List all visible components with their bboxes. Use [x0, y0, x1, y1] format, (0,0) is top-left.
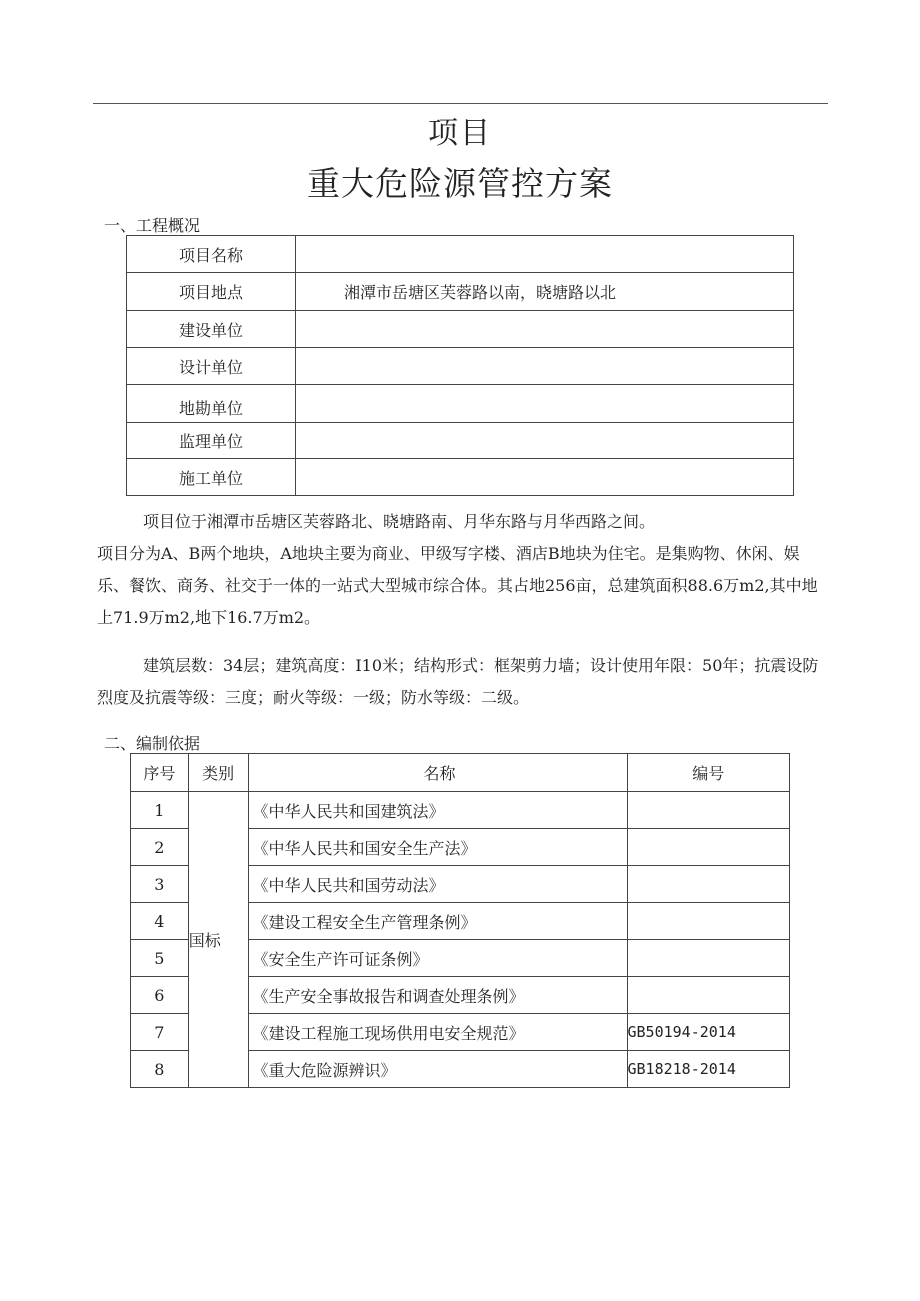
- row-name: 《重大危险源辨识》: [248, 1051, 627, 1088]
- section-heading-overview: 一、工程概况: [104, 216, 201, 235]
- row-label: 建设单位: [127, 311, 296, 348]
- row-code: [627, 940, 790, 977]
- row-value: [296, 385, 794, 423]
- row-code: [627, 792, 790, 829]
- category-cell: 国标: [188, 792, 248, 1088]
- row-name: 《建设工程施工现场供用电安全规范》: [248, 1014, 627, 1051]
- row-label: 施工单位: [127, 459, 296, 496]
- row-no: 1: [131, 792, 189, 829]
- row-no: 5: [131, 940, 189, 977]
- header-rule: [93, 103, 828, 104]
- paragraph-overview: 项目分为A、B两个地块，A地块主要为商业、甲级写字楼、酒店B地块为住宅。是集购物、休闲、娱乐、餐饮、商务、社交于一体的一站式大型城市综合体。其占地256亩，总建筑面积88.6万m2,其中地上71.9万m2,地下16.7万m2。: [97, 544, 818, 627]
- table-row: [127, 423, 794, 459]
- table-row: [127, 311, 794, 348]
- row-code: [627, 866, 790, 903]
- row-name: 《中华人民共和国安全生产法》: [248, 829, 627, 866]
- row-value: [296, 423, 794, 459]
- basis-table: [130, 753, 790, 1088]
- row-value: 湘潭市岳塘区芙蓉路以南，晓塘路以北: [296, 273, 794, 311]
- paragraph-location: 项目位于湘潭市岳塘区芙蓉路北、晓塘路南、月华东路与月华西路之间。: [143, 512, 656, 531]
- row-label: 项目名称: [127, 236, 296, 273]
- table-row: [127, 273, 794, 311]
- row-no: 6: [131, 977, 189, 1014]
- row-value: [296, 348, 794, 385]
- column-header-no: 序号: [131, 754, 189, 792]
- table-row: [127, 236, 794, 273]
- paragraph-building-specs: 建筑层数：34层；建筑高度：I10米；结构形式：框架剪力墙；设计使用年限：50年；抗震设防烈度及抗震等级：三度；耐火等级：一级；防水等级：二级。: [97, 656, 819, 707]
- row-label: 项目地点: [127, 273, 296, 311]
- project-title: 项目: [428, 116, 492, 151]
- row-no: 2: [131, 829, 189, 866]
- row-code: GB50194-2014: [627, 1014, 790, 1051]
- column-header-code: 编号: [627, 754, 790, 792]
- row-name: 《建设工程安全生产管理条例》: [248, 903, 627, 940]
- row-code: GB18218-2014: [627, 1051, 790, 1088]
- row-label: 监理单位: [127, 423, 296, 459]
- table-row: [127, 385, 794, 423]
- row-code: [627, 903, 790, 940]
- row-name: 《生产安全事故报告和调查处理条例》: [248, 977, 627, 1014]
- row-value: [296, 311, 794, 348]
- table-header-row: [131, 754, 790, 792]
- row-code: [627, 977, 790, 1014]
- row-no: 3: [131, 866, 189, 903]
- row-name: 《中华人民共和国劳动法》: [248, 866, 627, 903]
- project-info-table: [126, 235, 794, 496]
- row-code: [627, 829, 790, 866]
- table-row: [131, 792, 790, 829]
- row-no: 4: [131, 903, 189, 940]
- column-header-name: 名称: [248, 754, 627, 792]
- row-no: 8: [131, 1051, 189, 1088]
- row-value: [296, 459, 794, 496]
- section-heading-basis: 二、编制依据: [104, 734, 201, 753]
- table-row: [127, 459, 794, 496]
- row-name: 《中华人民共和国建筑法》: [248, 792, 627, 829]
- row-value: [296, 236, 794, 273]
- row-label: 设计单位: [127, 348, 296, 385]
- row-label: 地勘单位: [127, 385, 296, 423]
- table-row: [127, 348, 794, 385]
- row-no: 7: [131, 1014, 189, 1051]
- column-header-category: 类别: [188, 754, 248, 792]
- document-title: 重大危险源管控方案: [307, 164, 613, 203]
- row-name: 《安全生产许可证条例》: [248, 940, 627, 977]
